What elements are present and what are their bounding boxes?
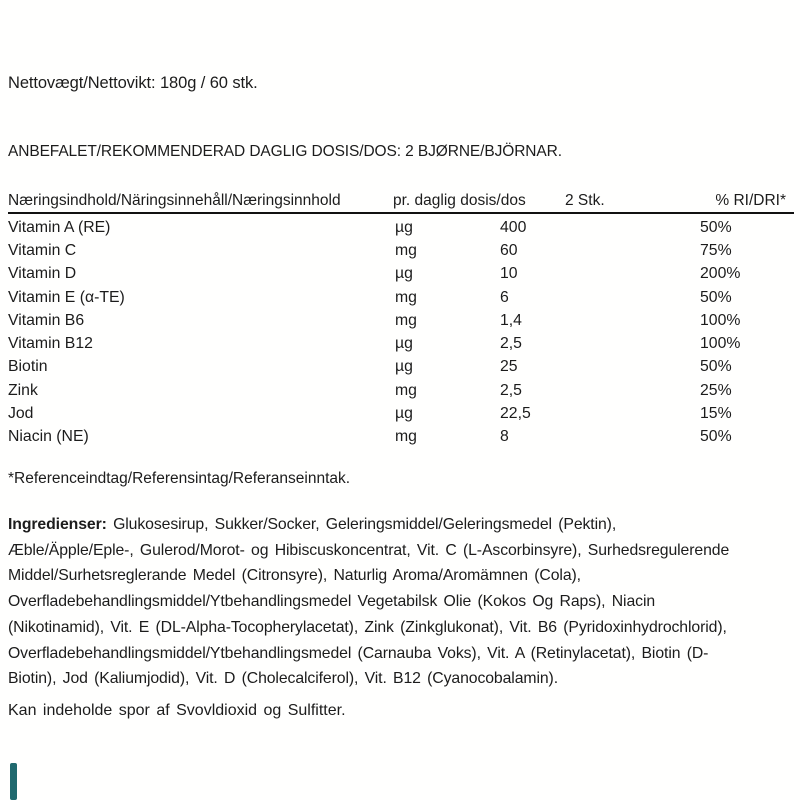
nutrient-amount: 25: [500, 358, 518, 376]
ingredients-line: (Nikotinamid), Vit. E (DL-Alpha-Tocopherylacetat), Zink (Zinkglukonat), Vit. B6 (Pyridoxinhydrochlorid),: [8, 618, 727, 636]
recommended-daily-dose-text: ANBEFALET/REKOMMENDERAD DAGLIG DOSIS/DOS: 2 BJØRNE/BJÖRNAR.: [8, 143, 562, 160]
table-row: [8, 426, 794, 449]
nutrient-unit: mg: [395, 288, 417, 306]
ingredients-paragraph: [8, 512, 796, 692]
nutrient-name: Vitamin A (RE): [8, 218, 111, 236]
reference-intake-footnote: *Referenceindtag/Referensintag/Referanseinntak.: [8, 470, 351, 487]
table-row: [8, 379, 794, 402]
table-row: [8, 286, 794, 309]
nutrient-unit: µg: [395, 218, 413, 236]
nutrient-ri: 50%: [700, 288, 732, 306]
nutrient-amount: 8: [500, 428, 509, 446]
nutrient-name: Vitamin B6: [8, 311, 85, 329]
nutrient-name: Vitamin D: [8, 265, 77, 283]
nutrient-unit: mg: [395, 311, 417, 329]
nutrient-unit: µg: [395, 265, 413, 283]
table-row: [8, 263, 794, 286]
nutrient-amount: 1,4: [500, 311, 522, 329]
nutrient-amount: 60: [500, 241, 518, 259]
nutrient-amount: 2,5: [500, 381, 522, 399]
nutrient-unit: µg: [395, 358, 413, 376]
ingredients-line: Overfladebehandlingsmiddel/Ytbehandlingsmedel (Carnauba Voks), Vit. A (Retinylacetat), Biotin (D-: [8, 644, 709, 662]
teal-accent-bar: [10, 763, 17, 800]
nutrient-unit: mg: [395, 428, 417, 446]
ingredients-line: Overfladebehandlingsmiddel/Ytbehandlingsmedel Vegetabilsk Olie (Kokos Og Raps), Niacin: [8, 593, 656, 611]
nutrient-ri: 15%: [700, 405, 732, 423]
nutrient-ri: 25%: [700, 381, 732, 399]
header-nutrient-column: Næringsindhold/Näringsinnehåll/Næringsinnhold: [8, 192, 341, 209]
table-row: [8, 402, 794, 425]
allergen-warning-text: Kan indeholde spor af Svovldioxid og Sulfitter.: [8, 702, 346, 719]
ingredients-line: Biotin), Jod (Kaliumjodid), Vit. D (Cholecalciferol), Vit. B12 (Cyanocobalamin).: [8, 670, 559, 688]
ingredients-line: Æble/Äpple/Eple-, Gulerod/Morot- og Hibiscuskoncentrat, Vit. C (L-Ascorbinsyre), Surhedsregulerende: [8, 541, 730, 559]
nutrient-name: Vitamin B12: [8, 335, 93, 353]
table-row: [8, 356, 794, 379]
ingredients-text: Glukosesirup, Sukker/Socker, Geleringsmiddel/Geleringsmedel (Pektin),: [113, 516, 617, 533]
nutrient-name: Vitamin C: [8, 241, 77, 259]
nutrition-table-body: [8, 216, 794, 449]
table-row: [8, 309, 794, 332]
nutrient-name: Zink: [8, 381, 38, 399]
nutrient-amount: 6: [500, 288, 509, 306]
nutrient-ri: 100%: [700, 335, 741, 353]
nutrient-name: Vitamin E (α-TE): [8, 288, 125, 306]
nutrition-table-header: [8, 192, 794, 214]
nutrient-ri: 75%: [700, 241, 732, 259]
nutrient-unit: µg: [395, 335, 413, 353]
nutrient-unit: mg: [395, 381, 417, 399]
nutrient-ri: 200%: [700, 265, 741, 283]
nutrient-unit: mg: [395, 241, 417, 259]
nutrient-amount: 2,5: [500, 335, 522, 353]
header-ri-column: % RI/DRI*: [715, 192, 786, 209]
nutrient-name: Jod: [8, 405, 34, 423]
nutrient-ri: 50%: [700, 218, 732, 236]
nutrient-amount: 22,5: [500, 405, 531, 423]
nutrient-ri: 50%: [700, 428, 732, 446]
ingredients-label: Ingredienser:: [8, 516, 107, 533]
nutrient-unit: µg: [395, 405, 413, 423]
table-row: [8, 239, 794, 262]
ingredients-line: [8, 512, 796, 538]
nutrient-ri: 50%: [700, 358, 732, 376]
header-per-dose-column: pr. daglig dosis/dos: [393, 192, 526, 209]
ingredients-line: Middel/Surhetsreglerande Medel (Citronsyre), Naturlig Aroma/Aromämnen (Cola),: [8, 567, 581, 585]
nutrient-name: Niacin (NE): [8, 428, 89, 446]
nutrient-amount: 400: [500, 218, 527, 236]
nutrient-name: Biotin: [8, 358, 48, 376]
nutrient-amount: 10: [500, 265, 518, 283]
nutrient-ri: 100%: [700, 311, 741, 329]
table-row: [8, 332, 794, 355]
header-quantity-column: 2 Stk.: [565, 192, 605, 209]
net-weight-text: Nettovægt/Nettovikt: 180g / 60 stk.: [8, 74, 258, 92]
table-row: [8, 216, 794, 239]
